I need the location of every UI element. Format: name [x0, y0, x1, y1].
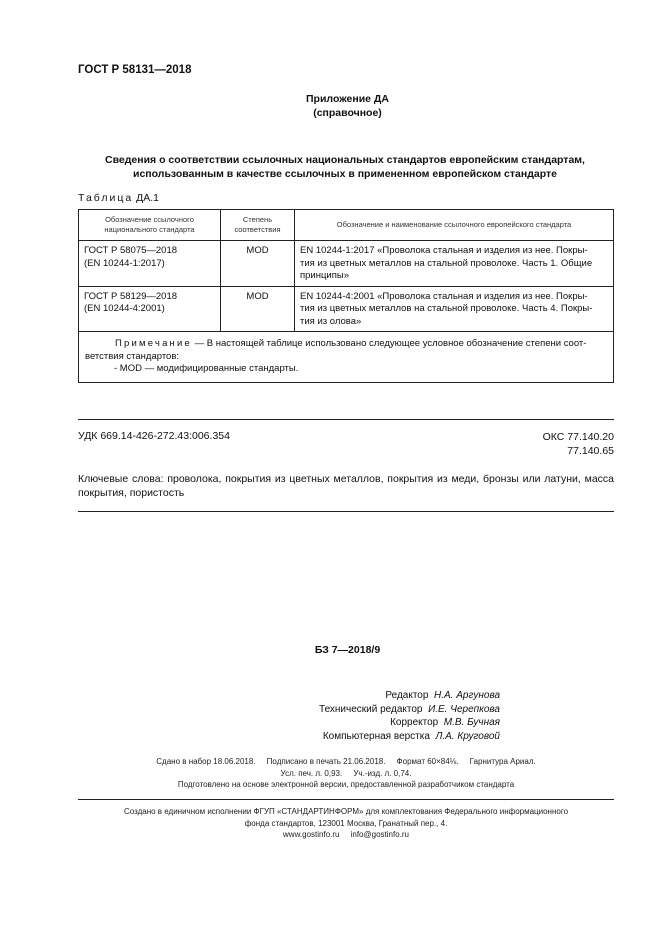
divider-footer — [78, 799, 614, 800]
divider-top — [78, 419, 614, 420]
annex-title-block — [0, 92, 661, 120]
table-row — [79, 241, 614, 287]
staff-line: Корректор М.В. Бучная — [390, 717, 500, 728]
bz-number: БЗ 7—2018/9 — [314, 644, 381, 656]
footer-line1: Создано в единичном исполнении ФГУП «СТАНДАРТИНФОРМ» для комплектования Федерального информационного — [123, 807, 569, 816]
annex-title: Приложение ДА — [306, 93, 389, 105]
doc-header-id: ГОСТ Р 58131—2018 — [78, 64, 192, 76]
header-degree: Степень соответствия — [221, 210, 295, 241]
note-text-line1: — В настоящей таблице использовано следующее условное обозначение степени соот- — [192, 338, 587, 349]
staff-credits — [190, 689, 500, 743]
publication-info — [78, 756, 614, 791]
staff-line: Компьютерная верстка Л.А. Круговой — [322, 730, 500, 742]
keywords: Ключевые слова: проволока, покрытия из цветных металлов, покрытия из меди, бронзы или латуни, масса покрытия, пористость — [78, 473, 614, 499]
staff-line: Редактор Н.А. Аргунова — [385, 690, 500, 701]
header-national-standard: Обозначение ссылочного национального стандарта — [79, 210, 221, 241]
cell-degree: MOD — [221, 286, 295, 332]
table-caption-number: ДА.1 — [136, 192, 159, 204]
section-heading-line2: использованным в качестве ссылочных в примененном европейском стандарте — [133, 168, 557, 180]
note-text-line2: ветствия стандартов: — [85, 350, 180, 362]
udk-code: УДК 669.14-426-272.43:006.354 — [78, 430, 230, 442]
publication-line2: Усл. печ. л. 0,93. Уч.-изд. л. 0,74. — [280, 768, 412, 778]
table-caption-word: Таблица — [78, 192, 134, 204]
oks-code-1: ОКС 77.140.20 — [542, 431, 614, 443]
header-european-standard: Обозначение и наименование ссылочного европейского стандарта — [295, 210, 614, 241]
section-heading — [78, 153, 612, 181]
cell-national-standard: ГОСТ Р 58129—2018 (EN 10244-4:2001) — [79, 286, 221, 332]
table-note-row — [79, 332, 614, 383]
divider-keywords — [78, 511, 614, 512]
oks-codes — [543, 430, 614, 458]
note-label: Примечание — [115, 338, 192, 349]
table-note — [79, 332, 614, 383]
oks-code-2: 77.140.65 — [567, 445, 614, 457]
table-header-row — [79, 210, 614, 241]
note-item: - MOD — модифицированные стандарты. — [114, 363, 299, 374]
publication-line3: Подготовлено на основе электронной версии, предоставленной разработчиком стандарта — [177, 780, 515, 789]
footer-line3: www.gostinfo.ru info@gostinfo.ru — [283, 830, 409, 839]
staff-line: Технический редактор И.Е. Черепкова — [319, 703, 500, 715]
table-caption — [78, 192, 159, 204]
table-row — [79, 286, 614, 332]
publication-line1: Сдано в набор 18.06.2018. Подписано в печать 21.06.2018. Формат 60×84⅛. Гарнитура Ариал. — [156, 757, 536, 766]
section-heading-line1: Сведения о соответствии ссылочных национальных стандартов европейским стандартам, — [105, 154, 585, 166]
cell-european-standard: EN 10244-1:2017 «Проволока стальная и изделия из нее. Покры- тия из цветных металлов на стальной проволоке. Часть 1. Общие принципы» — [295, 241, 614, 287]
cell-degree: MOD — [221, 241, 295, 287]
correspondence-table — [78, 209, 614, 383]
publisher-footer — [78, 806, 614, 841]
cell-national-standard: ГОСТ Р 58075—2018 (EN 10244-1:2017) — [79, 241, 221, 287]
cell-european-standard: EN 10244-4:2001 «Проволока стальная и изделия из нее. Покры- тия из цветных металлов на стальной проволоке. Часть 4. Покры- тия из олова» — [295, 286, 614, 332]
annex-subtitle: (справочное) — [313, 107, 382, 119]
footer-line2: фонда стандартов, 123001 Москва, Гранатный пер., 4. — [244, 818, 448, 828]
